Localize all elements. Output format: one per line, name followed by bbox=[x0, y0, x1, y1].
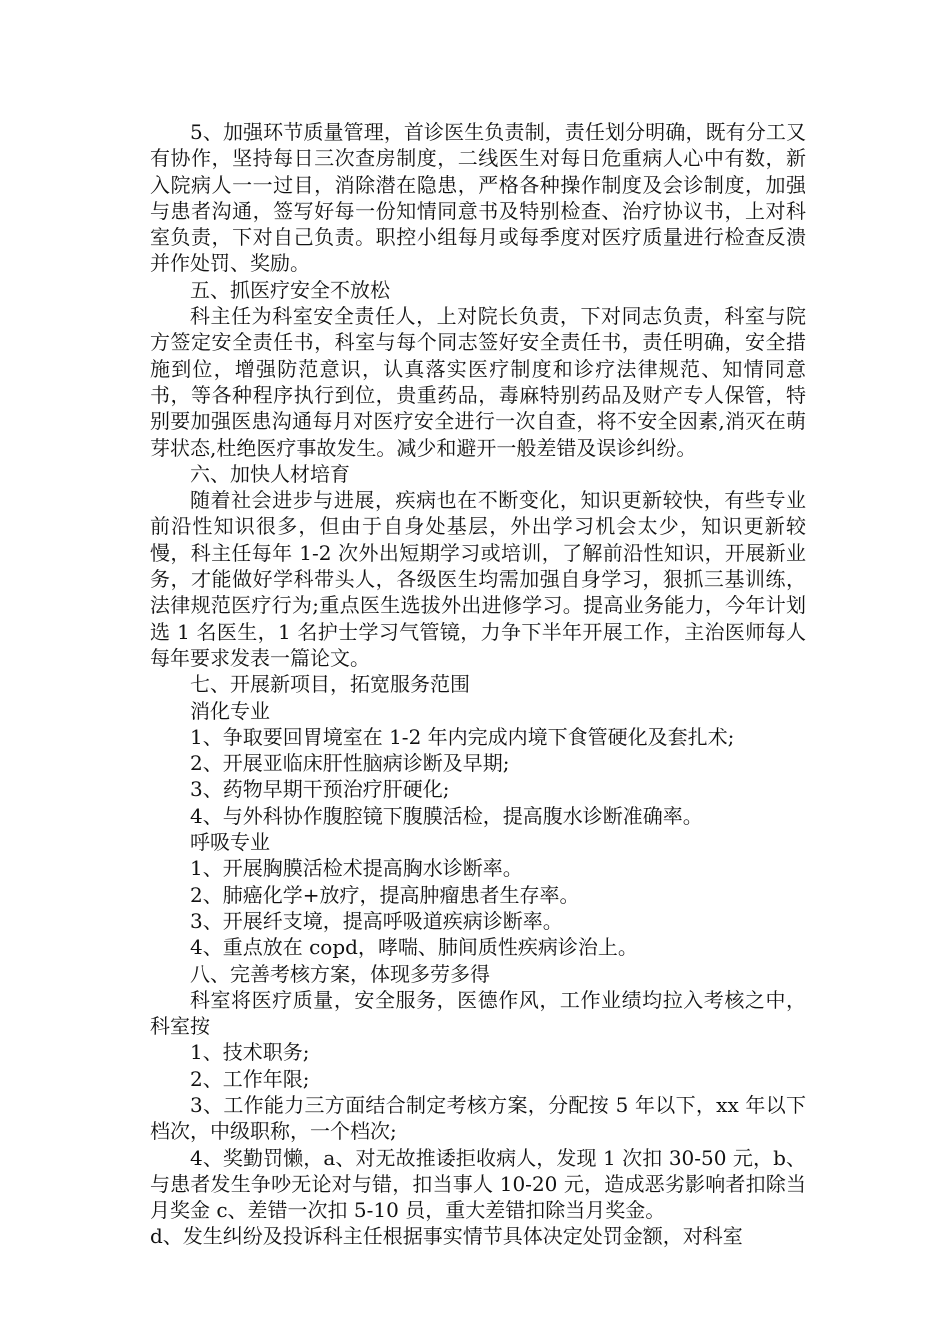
list-item-digestive-4: 4、与外科协作腹腔镜下腹膜活检，提高腹水诊断准确率。 bbox=[190, 803, 703, 828]
paragraph-safety: 科主任为科室安全责任人，上对院长负责，下对同志负责，科室与院方签定安全责任书，科室与每个同志签好安全责任书，责任明确，安全措施到位，增强防范意识，认真落实医疗制度和诊疗法律规范、知情同意书，等各种程序执行到位，贵重药品，毒麻特别药品及财产专人保管，特别要加强医患沟通每月对医疗安全进行一次自查，将不安全因素,消灭在萌芽状态,杜绝医疗事故发生。减少和避开一般差错及误诊纠纷。 bbox=[150, 304, 806, 460]
list-item-respiratory-1: 1、开展胸膜活检术提高胸水诊断率。 bbox=[190, 856, 523, 881]
section-heading-6: 六、加快人材培育 bbox=[190, 461, 350, 486]
subheading-digestive: 消化专业 bbox=[190, 698, 270, 723]
section-heading-7: 七、开展新项目，拓宽服务范围 bbox=[190, 672, 470, 697]
list-item-digestive-2: 2、开展亚临床肝性脑病诊断及早期; bbox=[190, 751, 510, 776]
list-item-assessment-2: 2、工作年限; bbox=[190, 1066, 310, 1091]
list-item-respiratory-3: 3、开展纤支境，提高呼吸道疾病诊断率。 bbox=[190, 908, 563, 933]
section-heading-8: 八、完善考核方案，体现多劳多得 bbox=[190, 961, 490, 986]
subheading-respiratory: 呼吸专业 bbox=[190, 830, 270, 855]
list-item-assessment-4: 4、奖勤罚懒，a、对无故推诿拒收病人，发现 1 次扣 30-50 元，b、与患者发生争吵无论对与错，扣当事人 10-20 元，造成恶劣影响者扣除当月奖金 c、差错一次扣 5-10 员，重大差错扣除当月奖金。 bbox=[150, 1145, 806, 1223]
list-item-digestive-1: 1、争取要回胃境室在 1-2 年内完成内境下食管硬化及套扎术; bbox=[190, 724, 735, 749]
list-item-respiratory-4: 4、重点放在 copd，哮喘、肺间质性疾病诊治上。 bbox=[190, 935, 638, 960]
paragraph-assessment: 科室将医疗质量，安全服务，医德作风，工作业绩均拉入考核之中，科室按 bbox=[150, 987, 806, 1039]
document-body bbox=[150, 119, 806, 1250]
list-item-digestive-3: 3、药物早期干预治疗肝硬化; bbox=[190, 777, 450, 802]
list-item-assessment-1: 1、技术职务; bbox=[190, 1040, 310, 1065]
section-heading-5: 五、抓医疗安全不放松 bbox=[190, 277, 390, 302]
paragraph-talent: 随着社会进步与进展，疾病也在不断变化，知识更新较快，有些专业前沿性知识很多，但由于自身处基层，外出学习机会太少，知识更新较慢，科主任每年 1-2 次外出短期学习或培训，了解前沿性知识，开展新业务，才能做好学科带头人，各级医生均需加强自身学习，狠抓三基训练，法律规范医疗行为;重点医生选拔外出进修学习。提高业务能力，今年计划选 1 名医生，1 名护士学习气管镜，力争下半年开展工作，主治医师每人每年要求发表一篇论文。 bbox=[150, 488, 806, 670]
list-item-assessment-3: 3、工作能力三方面结合制定考核方案，分配按 5 年以下，xx 年以下档次，中级职称，一个档次; bbox=[150, 1092, 806, 1144]
paragraph-penalty-continued: d、发生纠纷及投诉科主任根据事实情节具体决定处罚金额，对科室 bbox=[150, 1224, 743, 1249]
paragraph-quality-management: 5、加强环节质量管理，首诊医生负责制，责任划分明确，既有分工又有协作，坚持每日三次查房制度，二线医生对每日危重病人心中有数，新入院病人一一过目，消除潜在隐患，严格各种操作制度及会诊制度，加强与患者沟通，签写好每一份知情同意书及特别检查、治疗协议书，上对科室负责，下对自己负责。职控小组每月或每季度对医疗质量进行检查反溃并作处罚、奖励。 bbox=[150, 120, 806, 276]
list-item-respiratory-2: 2、肺癌化学+放疗，提高肿瘤患者生存率。 bbox=[190, 882, 580, 907]
